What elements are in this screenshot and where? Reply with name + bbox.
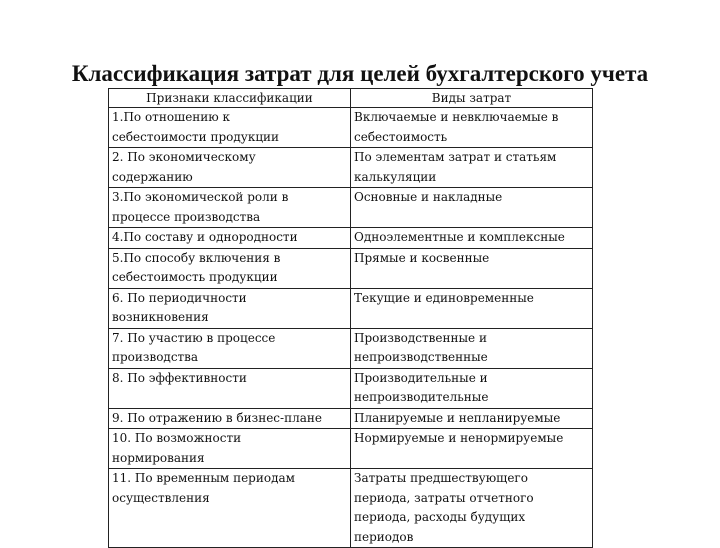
- cost-type-cell: Текущие и единовременные: [351, 288, 593, 328]
- table-row: [109, 328, 593, 368]
- criterion-cell: 8. По эффективности: [109, 368, 351, 408]
- criterion-cell: 7. По участию в процессе производства: [109, 328, 351, 368]
- cost-type-cell: Планируемые и непланируемые: [351, 408, 593, 429]
- criterion-cell: 9. По отражению в бизнес-плане: [109, 408, 351, 429]
- page-title: Классификация затрат для целей бухгалтерского учета: [71, 61, 649, 86]
- criterion-cell: 4.По составу и однородности: [109, 228, 351, 249]
- cost-type-cell: По элементам затрат и статьям калькуляции: [351, 148, 593, 188]
- table-row: [109, 368, 593, 408]
- cost-type-cell: Производственные и непроизводственные: [351, 328, 593, 368]
- cost-type-cell: Основные и накладные: [351, 188, 593, 228]
- criterion-cell: 2. По экономическому содержанию: [109, 148, 351, 188]
- criterion-cell: 6. По периодичности возникновения: [109, 288, 351, 328]
- cost-type-cell: Затраты предшествующего периода, затраты отчетного периода, расходы будущих периодов: [351, 469, 593, 548]
- table-row: [109, 429, 593, 469]
- cost-type-cell: Одноэлементные и комплексные: [351, 228, 593, 249]
- cost-type-cell: Включаемые и невключаемые в себестоимость: [351, 108, 593, 148]
- criterion-cell: 3.По экономической роли в процессе производства: [109, 188, 351, 228]
- table-row: [109, 408, 593, 429]
- cost-type-cell: Прямые и косвенные: [351, 248, 593, 288]
- table-row: [109, 188, 593, 228]
- table-row: [109, 228, 593, 249]
- classification-table: [108, 88, 593, 548]
- criterion-cell: 10. По возможности нормирования: [109, 429, 351, 469]
- criterion-cell: 5.По способу включения в себестоимость продукции: [109, 248, 351, 288]
- table-row: [109, 108, 593, 148]
- table-row: [109, 248, 593, 288]
- table-row: [109, 148, 593, 188]
- column-header-criteria: Признаки классификации: [109, 89, 351, 108]
- criterion-cell: 1.По отношению к себестоимости продукции: [109, 108, 351, 148]
- table-header-row: [109, 89, 593, 108]
- column-header-cost-types: Виды затрат: [351, 89, 593, 108]
- cost-type-cell: Производительные и непроизводительные: [351, 368, 593, 408]
- table-row: [109, 288, 593, 328]
- cost-type-cell: Нормируемые и ненормируемые: [351, 429, 593, 469]
- criterion-cell: 11. По временным периодам осуществления: [109, 469, 351, 548]
- table-row: [109, 469, 593, 548]
